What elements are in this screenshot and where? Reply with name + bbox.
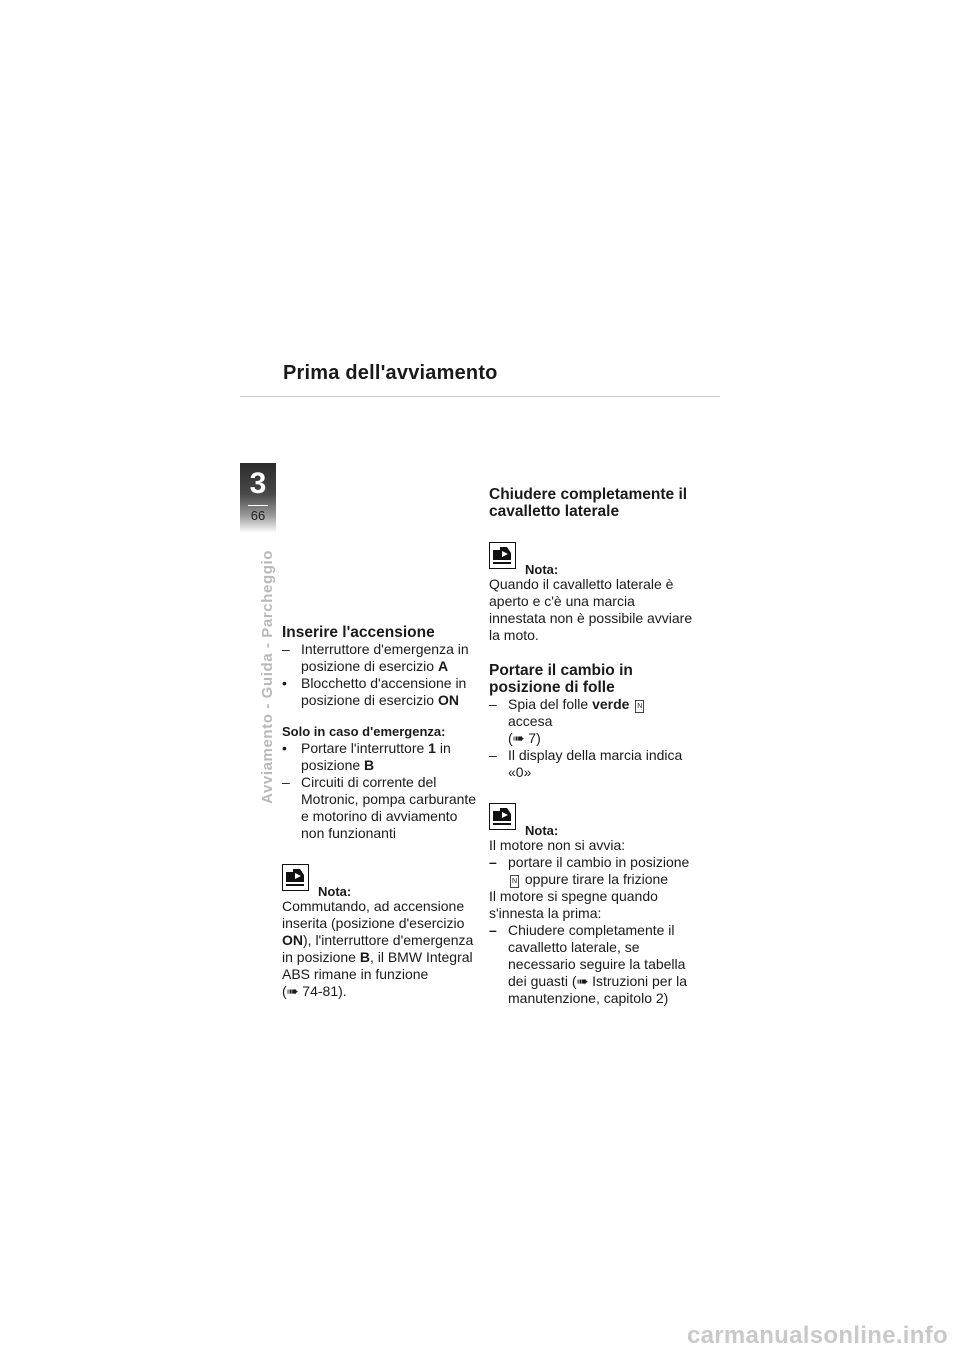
list-text: in posizione — [301, 740, 451, 773]
note-icon — [489, 542, 516, 569]
list-item — [282, 675, 482, 709]
title-divider — [240, 396, 720, 397]
neutral-indicator-icon: N — [510, 875, 519, 888]
list-item: – Chiudere completamente il cavalletto laterale, se necessario seguire la tabella dei guasti (➠ Istruzioni per la manutenzione, capitolo 2) — [489, 922, 688, 1006]
neutral-indicator-icon: N — [635, 700, 644, 713]
watermark: carmanualsonline.info — [686, 1322, 948, 1349]
list-marker: – — [489, 854, 497, 870]
switch-label: 1 — [428, 740, 436, 756]
section-heading-sidestand: Chiudere completamente il cavalletto laterale — [489, 486, 688, 520]
note-header — [282, 864, 482, 898]
list-text: Portare l'interruttore — [301, 740, 429, 756]
list-item — [282, 774, 482, 842]
chapter-number: 3 — [249, 467, 267, 500]
note-label: Nota: — [525, 823, 559, 838]
page-number: 66 — [250, 508, 266, 523]
note-label: Nota: — [525, 562, 559, 577]
list-item — [282, 740, 482, 774]
reference-arrow-icon: ➠ — [286, 983, 299, 999]
list-item: – Il display della marcia indica «0» — [489, 747, 683, 780]
reference-arrow-icon: ➠ — [512, 730, 525, 746]
section-heading-neutral: Portare il cambio in posizione di folle — [489, 662, 633, 696]
list-marker: • — [282, 740, 287, 756]
reference-arrow-icon: ➠ — [576, 973, 589, 989]
note-text: Il motore non si avvia: — [489, 837, 626, 853]
note-header — [489, 803, 694, 837]
note-text: Il motore si spegne quando s'innesta la prima: — [489, 888, 658, 921]
list-marker: – — [282, 774, 290, 790]
note-icon — [489, 803, 516, 830]
right-column — [489, 486, 694, 1007]
emergency-subheading: Solo in caso d'emergenza: — [282, 724, 446, 739]
page-title: Prima dell'avviamento — [283, 362, 498, 384]
chapter-divider — [248, 505, 268, 506]
list-marker: – — [282, 641, 290, 657]
position-label: B — [364, 757, 375, 773]
list-text: Interruttore d'emergenza in posizione di esercizio — [301, 641, 469, 674]
list-marker: – — [489, 747, 497, 763]
list-item: – portare il cambio in posizione N oppure tirare la frizione — [489, 854, 690, 887]
list-text: Circuiti di corrente del Motronic, pompa carburante e motorino di avviamento non funzionanti — [301, 774, 477, 841]
position-label: ON — [437, 692, 459, 708]
note-label: Nota: — [318, 884, 352, 899]
note-text: Commutando, ad accensione inserita (posizione d'esercizio ON), l'interruttore d'emergenza in posizione B, il BMW Integral ABS rimane in funzione (➠ 74-81). — [282, 898, 474, 999]
chapter-tab — [240, 463, 276, 533]
list-marker: – — [489, 922, 497, 938]
list-item: – Spia del folle verde N accesa (➠ 7) — [489, 696, 643, 746]
note-header — [489, 542, 694, 576]
note-icon — [282, 864, 309, 891]
left-column — [282, 624, 482, 1000]
chapter-side-label: Avviamento - Guida - Parcheggio — [259, 550, 276, 804]
list-marker: • — [282, 675, 287, 691]
section-heading-ignition: Inserire l'accensione — [282, 624, 435, 641]
note-text: Quando il cavalletto laterale è aperto e c'è una marcia innestata non è possibile avviare la moto. — [489, 576, 693, 643]
list-text: Blocchetto d'accensione in posizione di esercizio — [301, 675, 467, 708]
list-marker: – — [489, 696, 497, 712]
list-item — [282, 641, 482, 675]
position-label: A — [437, 658, 449, 674]
